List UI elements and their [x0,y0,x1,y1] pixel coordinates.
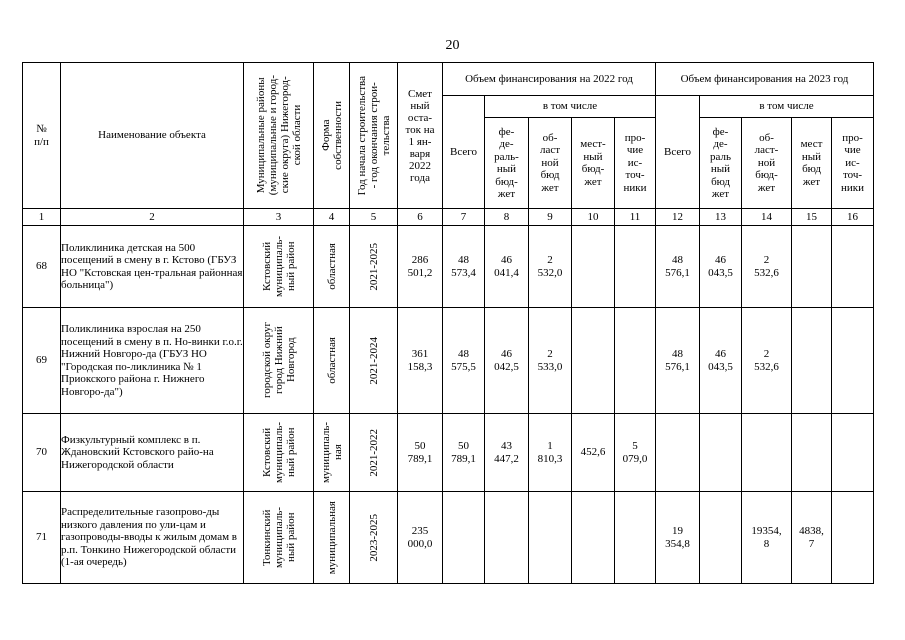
header-estimate: Смет ный оста- ток на 1 ян- варя 2022 года [398,63,443,209]
col-number-8: 8 [485,209,529,226]
row-total-2023: 48 576,1 [656,226,700,308]
row-years [350,492,398,584]
row-estimate: 286 501,2 [398,226,443,308]
row-local-2022 [572,308,615,414]
col-number-3: 3 [244,209,314,226]
header-name: Наименование объекта [61,63,244,209]
row-years-text: 2021-2022 [367,428,380,477]
row-estimate: 361 158,3 [398,308,443,414]
col-number-15: 15 [792,209,832,226]
col-number-7: 7 [443,209,485,226]
financing-table [22,62,874,584]
row-other-2022 [615,492,656,584]
row-object-name: Поликлиника взрослая на 250 посещений в смену в п. Но-винки г.о.г. Нижний Новгоро-да (ГБУЗ НО "Городская по-ликлиника № 1 Приокского района г. Нижнего Новгоро-да") [61,308,244,414]
row-ownership-text: муниципальная [325,500,338,575]
row-regional-2022: 1 810,3 [529,414,572,492]
row-ownership-text: муниципаль- ная [319,421,344,484]
row-total-2023 [656,414,700,492]
row-federal-2022: 43 447,2 [485,414,529,492]
row-ownership [314,308,350,414]
row-local-2023 [792,414,832,492]
header-ownership [314,63,350,209]
row-ownership [314,492,350,584]
row-local-2023: 4838, 7 [792,492,832,584]
row-years-text: 2021-2025 [367,242,380,291]
row-num: 70 [23,414,61,492]
col-number-12: 12 [656,209,700,226]
row-local-2022 [572,492,615,584]
col-number-14: 14 [742,209,792,226]
row-federal-2023 [700,492,742,584]
row-total-2022: 48 573,4 [443,226,485,308]
header-federal-2022: фе- де- раль- ный бюд- жет [485,118,529,209]
col-number-1: 1 [23,209,61,226]
page-number: 20 [445,38,460,53]
header-local-2023: мест ный бюд жет [792,118,832,209]
col-number-2: 2 [61,209,244,226]
header-num: № п/п [23,63,61,209]
header-years [350,63,398,209]
row-other-2023 [832,492,874,584]
row-district-text: городской округ город Нижний Новгород [260,322,297,399]
row-num: 69 [23,308,61,414]
header-incl-2022: в том числе [485,96,656,118]
row-other-2023 [832,308,874,414]
row-total-2023: 19 354,8 [656,492,700,584]
row-regional-2023: 19354, 8 [742,492,792,584]
header-federal-2023: фе- де- раль ный бюд жет [700,118,742,209]
col-number-9: 9 [529,209,572,226]
row-years [350,226,398,308]
header-regional-2022: об- ласт ной бюд жет [529,118,572,209]
row-federal-2022: 46 042,5 [485,308,529,414]
row-federal-2023: 46 043,5 [700,226,742,308]
table-row [23,308,874,414]
header-total-2022: Всего [443,96,485,209]
row-district [244,414,314,492]
header-other-2022: про- чие ис- точ- ники [615,118,656,209]
row-district [244,492,314,584]
table-row [23,414,874,492]
row-regional-2022 [529,492,572,584]
row-object-name: Поликлиника детская на 500 посещений в смену в г. Кстово (ГБУЗ НО "Кстовская цен-тральная районная больница") [61,226,244,308]
header-district-text: Муниципальные районы (муниципальные и город- ские округа) Нижегород- ской области [254,75,303,196]
row-estimate: 235 000,0 [398,492,443,584]
row-federal-2022: 46 041,4 [485,226,529,308]
row-district-text: Тонкинский муниципаль- ный район [260,506,297,569]
header-other-2023: про- чие ис- точ- ники [832,118,874,209]
row-years [350,414,398,492]
row-other-2023 [832,414,874,492]
row-total-2022 [443,492,485,584]
row-object-name: Физкультурный комплекс в п. Ждановский Кстовского райо-на Нижегородской области [61,414,244,492]
header-total-2023: Всего [656,96,700,209]
col-number-4: 4 [314,209,350,226]
header-fin-2022: Объем финансирования на 2022 год [443,63,656,96]
col-number-5: 5 [350,209,398,226]
row-total-2022: 48 575,5 [443,308,485,414]
row-local-2023 [792,308,832,414]
row-ownership [314,414,350,492]
row-years-text: 2023-2025 [367,513,380,562]
row-regional-2023: 2 532,6 [742,308,792,414]
row-regional-2022: 2 533,0 [529,308,572,414]
row-federal-2023: 46 043,5 [700,308,742,414]
row-other-2022: 5 079,0 [615,414,656,492]
header-row-1 [23,63,874,96]
row-other-2023 [832,226,874,308]
row-district-text: Кстовский муниципаль- ный район [260,421,297,484]
row-num: 68 [23,226,61,308]
row-ownership [314,226,350,308]
row-regional-2022: 2 532,0 [529,226,572,308]
row-local-2022 [572,226,615,308]
row-ownership-text: областная [325,243,338,290]
row-total-2022: 50 789,1 [443,414,485,492]
row-other-2022 [615,226,656,308]
column-number-row [23,209,874,226]
row-federal-2022 [485,492,529,584]
row-regional-2023 [742,414,792,492]
col-number-6: 6 [398,209,443,226]
row-estimate: 50 789,1 [398,414,443,492]
row-num: 71 [23,492,61,584]
row-other-2022 [615,308,656,414]
row-district [244,308,314,414]
row-ownership-text: областная [325,337,338,384]
col-number-16: 16 [832,209,874,226]
col-number-10: 10 [572,209,615,226]
header-incl-2023: в том числе [700,96,874,118]
table-row [23,226,874,308]
row-federal-2023 [700,414,742,492]
row-years [350,308,398,414]
row-regional-2023: 2 532,6 [742,226,792,308]
header-fin-2023: Объем финансирования на 2023 год [656,63,874,96]
header-district [244,63,314,209]
header-local-2022: мест- ный бюд- жет [572,118,615,209]
row-years-text: 2021-2024 [367,336,380,385]
row-local-2022: 452,6 [572,414,615,492]
row-local-2023 [792,226,832,308]
header-years-text: Год начала строительства - год окончания строи- тельства [355,75,392,196]
row-total-2023: 48 576,1 [656,308,700,414]
row-district-text: Кстовский муниципаль- ный район [260,235,297,298]
header-regional-2023: об- ласт- ной бюд- жет [742,118,792,209]
header-ownership-text: Форма собственности [319,101,344,170]
row-object-name: Распределительные газопрово-ды низкого давления по ули-цам и газопроводы-вводы к жилым домам в р.п. Тонкино Нижегородской области (1-ая очередь) [61,492,244,584]
table-row [23,492,874,584]
col-number-13: 13 [700,209,742,226]
row-district [244,226,314,308]
col-number-11: 11 [615,209,656,226]
